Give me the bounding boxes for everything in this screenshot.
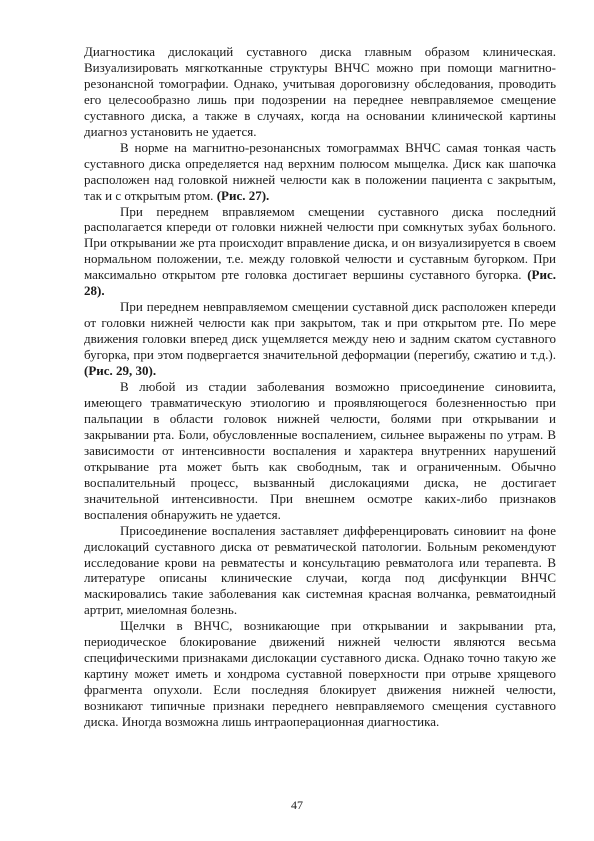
paragraph-text: При переднем вправляемом смещении суставного диска последний располагается кпереди от головки нижней челюсти при сомкнутых зубах больного. При открывании же рта происходит вправление диска, и он визуализируется в своем нормальном положении, т.е. между головкой челюсти и суставным бугорком. При максимально открытом рте головка достигает вершины суставного бугорка. xyxy=(84,203,556,283)
paragraph-text: Присоединение воспаления заставляет дифференцировать синовиит на фоне дислокаций суставного диска от ревматической патологии. Больным рекомендуют исследование крови на ревматесты и консультацию ревматолога или терапевта. В литературе описаны клинические случаи, когда под дисфункции ВНЧС маскировались такие заболевания как системная красная волчанка, ревматоидный артрит, миеломная болезнь. xyxy=(84,522,556,618)
paragraph-text: При переднем невправляемом смещении суставной диск расположен кпереди от головки нижней челюсти как при закрытом, так и при открытом рте. По мере движения головки вперед диск ущемляется между нею и задним скатом суставного бугорка, при этом подвергается значительной деформации (перегибу, сжатию и т.д.). xyxy=(84,299,556,363)
paragraph-text: В норме на магнитно-резонансных томограммах ВНЧС самая тонкая часть суставного диска определяется над верхним полюсом мыщелка. Диск как шапочка расположен над головкой нижней челюсти как в положении пациента с закрытым, так и с открытым ртом. xyxy=(84,139,556,203)
paragraph-1 xyxy=(84,44,556,140)
paragraph-7 xyxy=(84,618,556,730)
paragraph-4 xyxy=(84,299,556,379)
paragraph-2 xyxy=(84,140,556,204)
paragraph-5 xyxy=(84,379,556,523)
paragraph-text: Щелчки в ВНЧС, возникающие при открывании и закрывании рта, периодическое блокирование движений нижней челюсти являются весьма специфическими признаками дислокации суставного диска. Однако точно такую же картину может иметь и хондрома суставной поверхности при отрыве хрящевого фрагмента опухоли. Если последняя блокирует движения нижней челюсти, возникают типичные признаки переднего невправляемого смещения суставного диска. Иногда возможна лишь интраоперационная диагностика. xyxy=(84,618,556,730)
figure-reference: (Рис. 29, 30). xyxy=(84,363,157,379)
paragraph-3 xyxy=(84,204,556,300)
figure-reference: (Рис. 28). xyxy=(84,267,556,299)
page-number: 47 xyxy=(291,798,303,812)
paragraph-text: Диагностика дислокаций суставного диска главным образом клиническая. Визуализировать мягкотканные структуры ВНЧС можно при помощи магнитно-резонансной томографии. Однако, учитывая дороговизну обследования, проводить его целесообразно лишь при подозрении на переднее невправляемое смещение суставного диска, а также в случаях, когда на основании клинической картины диагноз установить не удается. xyxy=(84,44,556,139)
paragraph-6 xyxy=(84,523,556,619)
figure-reference: (Рис. 27). xyxy=(216,187,270,203)
paragraph-text: В любой из стадии заболевания возможно присоединение синовиита, имеющего травматическую этиологию и проявляющегося болезненностью при пальпации в области головок нижней челюсти, болями при открывании и закрывании рта. Боли, обусловленные воспалением, сильнее выражены по утрам. В зависимости от интенсивности воспаления и характера внутренних нарушений открывание рта может быть как свободным, так и ограниченным. Обычно воспалительный процесс, вызванный дислокациями диска, не достигает значительной интенсивности. При внешнем осмотре каких-либо признаков воспаления обнаружить не удается. xyxy=(84,379,556,522)
page-body xyxy=(84,44,556,730)
